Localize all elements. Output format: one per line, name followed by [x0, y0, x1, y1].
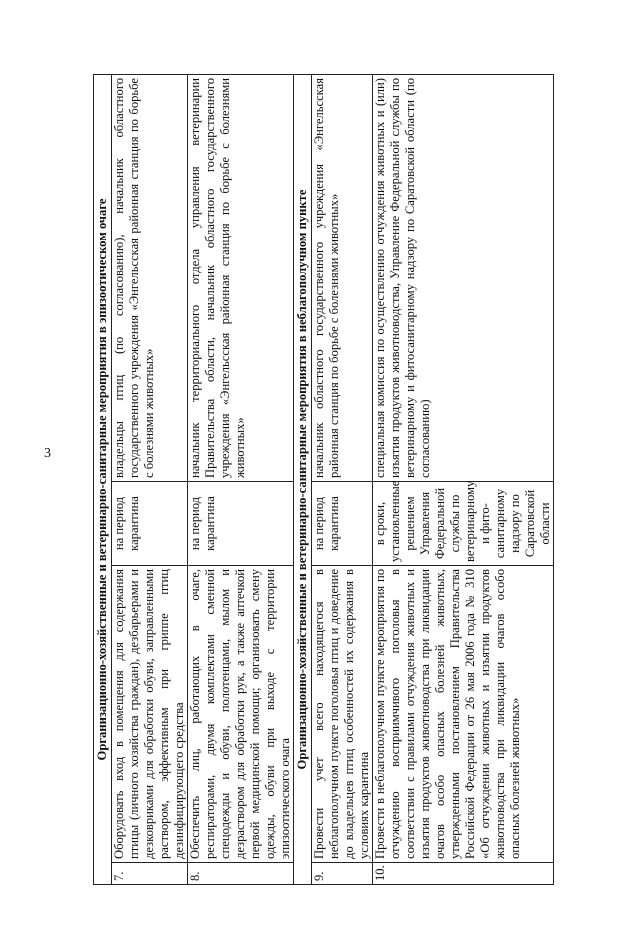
responsible-cell: специальная комиссия по осуществлению отчуждения животных и (или) изъятия продуктов животноводства, Управление Федеральной службы по ветеринарному и фитосанитарному надзору по Саратовской области (по согласованию): [373, 75, 554, 482]
row-number: 10.: [373, 863, 554, 885]
table-row: [188, 75, 294, 885]
term-cell: на период карантина: [112, 482, 188, 566]
row-number: 8.: [188, 863, 294, 885]
responsible-cell: начальник территориального отдела управления ветеринарии Правительства области, начальник областного государственного учреждения «Энгельсская районная станция по борьбе с болезнями животных»: [188, 75, 294, 482]
table-row: [373, 75, 554, 885]
section-header-row: [294, 75, 312, 885]
row-number: 9.: [312, 863, 373, 885]
action-cell: Провести в неблагополучном пункте мероприятия по отчуждению восприимчивого поголовья в соответствии с правилами отчуждения животных и изъятия продуктов животноводства при ликвидации очагов особо опасных болезней животных, утвержденными постановлением Правительства Российской Федерации от 26 мая 2006 года № 310 «Об отчуждении животных и изъятии продуктов животноводства при ликвидации очагов особо опасных болезней животных»: [373, 566, 554, 863]
table-row: [112, 75, 188, 885]
action-cell: Провести учет всего находящегося в неблагополучном пункте поголовья птиц и доведение до владельцев птиц особенностей их содержания в условиях карантина: [312, 566, 373, 863]
responsible-cell: владельцы птиц (по согласованию), начальник областного государственного учреждения «Энгельсская районная станция по борьбе с болезнями животных»: [112, 75, 188, 482]
responsible-cell: начальник областного государственного учреждения «Энгельсская районная станция по борьбе с болезнями животных»: [312, 75, 373, 482]
term-cell: на период карантина: [188, 482, 294, 566]
measures-table-wrapper: [95, 78, 640, 930]
section-title-unfavorable-point: Организационно-хозяйственные и ветеринарно-санитарные мероприятия в неблагополучном пункте: [294, 75, 312, 885]
term-cell: на период карантина: [312, 482, 373, 566]
measures-table: [93, 74, 554, 885]
term-cell: в сроки, установленные решением Управления Федеральной службы по ветеринарному и фито-санитарному надзору по Саратовской области: [373, 482, 554, 566]
row-number: 7.: [112, 863, 188, 885]
section-title-epizootic-focus: Организационно-хозяйственные и ветеринарно-санитарные мероприятия в эпизоотическом очаге: [94, 75, 112, 885]
table-row: [312, 75, 373, 885]
section-header-row: [94, 75, 112, 885]
action-cell: Обеспечить лиц, работающих в очаге, респираторами, двумя комплектами сменной спецодежды и обуви, полотенцами, мылом и дезраствором для обработки рук, а также аптечкой первой медицинской помощи; организовать смену одежды, обуви при выходе с территории эпизоотического очага: [188, 566, 294, 863]
action-cell: Оборудовать вход в помещения для содержания птицы (личного хозяйства граждан), дезбарьерами и дезковриками для обработки обуви, заправленными раствором, эффективным при гриппе птиц дезинфицирующего средства: [112, 566, 188, 863]
rotated-page-content: [93, 75, 552, 885]
page-number: 3: [44, 446, 51, 461]
